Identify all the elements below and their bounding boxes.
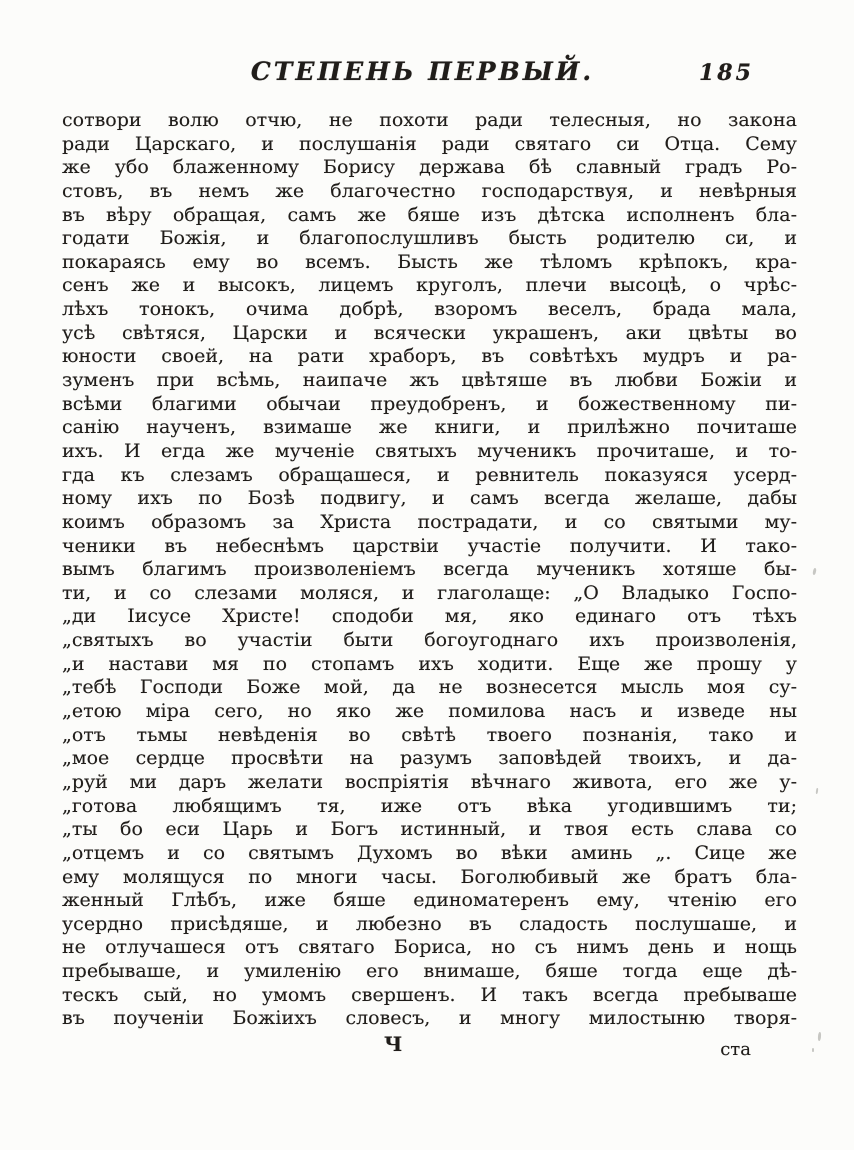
text-line: сенъ же и высокъ, лицемъ круголъ, плечи высоцѣ, о чрѣс- <box>62 274 797 297</box>
text-line: усердно присѣдяше, и любезно въ сладость послушаше, и <box>62 912 797 935</box>
text-line: юности своей, на рати храборъ, въ совѣтѣхъ мудръ и ра- <box>62 345 797 368</box>
text-line: ему молящуся по многи часы. Боголюбивый же братъ бла- <box>62 865 797 888</box>
text-line: въ поученіи Божіихъ словесъ, и многу милостыню творя- <box>62 1007 797 1030</box>
text-line: коимъ образомъ за Христа пострадати, и со святыми му- <box>62 510 797 533</box>
text-line: „мое сердце просвѣти на разумъ заповѣдей твоихъ, и да- <box>62 747 797 770</box>
text-line: ихъ. И егда же мученіе святыхъ мученикъ прочиташе, и то- <box>62 439 797 462</box>
text-line: въ вѣру обращая, самъ же бяше изъ дѣтска исполненъ бла- <box>62 203 797 226</box>
signature-mark: Ч <box>384 1032 403 1056</box>
text-line: „тебѣ Господи Боже мой, да не вознесется мысль моя су- <box>62 676 797 699</box>
text-line: покараясь ему во всемъ. Бысть же тѣломъ крѣпокъ, кра- <box>62 250 797 273</box>
text-line: санію наученъ, взимаше же книги, и прилѣжно почиташе <box>62 416 797 439</box>
scan-speck <box>812 568 816 575</box>
text-line: лѣхъ тонокъ, очима добрѣ, взоромъ веселъ, брада мала, <box>62 298 797 321</box>
text-line: ченики въ небеснѣмъ царствіи участіе получити. И тако- <box>62 534 797 557</box>
body-text <box>62 109 797 1031</box>
text-line: „ты бо еси Царь и Богъ истинный, и твоя есть слава со <box>62 818 797 841</box>
text-line: сотвори волю отчю, не похоти ради телесныя, но закона <box>62 109 797 131</box>
text-line: ти, и со слезами моляся, и глаголаще: „О Владыко Госпо- <box>62 581 797 604</box>
page-footer <box>62 1032 797 1066</box>
text-line: гда къ слезамъ обращашеся, и ревнитель показуяся усерд- <box>62 463 797 486</box>
scan-speck <box>818 1032 822 1041</box>
text-line: стовъ, въ немъ же благочестно господарствуя, и невѣрныя <box>62 179 797 202</box>
text-line: тескъ сый, но умомъ свершенъ. И такъ всегда пребываше <box>62 983 797 1006</box>
text-line: женный Глѣбъ, иже бяше единоматеренъ ему, чтенію его <box>62 889 797 912</box>
text-line: вымъ благимъ произволеніемъ всегда мученикъ хотяше бы- <box>62 558 797 581</box>
text-line: зуменъ при всѣмь, наипаче жъ цвѣтяше въ любви Божіи и <box>62 369 797 392</box>
text-line: „отъ тьмы невѣденія во свѣтѣ твоего познанія, тако и <box>62 723 797 746</box>
text-line: „святыхъ во участіи быти богоугоднаго ихъ произволенія, <box>62 629 797 652</box>
text-line: ному ихъ по Бозѣ подвигу, и самъ всегда желаше, дабы <box>62 487 797 510</box>
page-number: 185 <box>699 60 754 86</box>
text-line: „ди Іисусе Христе! сподоби мя, яко единаго отъ тѣхъ <box>62 605 797 628</box>
text-line: ради Царскаго, и послушанія ради святаго си Отца. Сему <box>62 132 797 155</box>
text-line: же убо блаженному Борису держава бѣ славный градъ Ро- <box>62 156 797 179</box>
scan-speck <box>812 1048 814 1052</box>
scan-speck <box>816 788 819 794</box>
catchword: ста <box>720 1039 751 1060</box>
text-line: „етою міра сего, но яко же помилова насъ и изведе ны <box>62 700 797 723</box>
running-title: СТЕПЕНЬ ПЕРВЫЙ. <box>250 57 595 86</box>
text-line: годати Божія, и благопослушливъ бысть родителю си, и <box>62 227 797 250</box>
text-line: не отлучашеся отъ святаго Бориса, но съ нимъ день и нощь <box>62 936 797 959</box>
text-line: пребываше, и умиленію его внимаше, бяше тогда еще дѣ- <box>62 960 797 983</box>
text-line: „и настави мя по стопамъ ихъ ходити. Еще же прошу у <box>62 652 797 675</box>
text-line: усѣ свѣтяся, Царски и всячески украшенъ, аки цвѣты во <box>62 321 797 344</box>
text-line: „отцемъ и со святымъ Духомъ во вѣки аминь „. Сице же <box>62 841 797 864</box>
text-line: „руй ми даръ желати воспріятія вѣчнаго живота, его же у- <box>62 770 797 793</box>
text-line: „готова любящимъ тя, иже отъ вѣка угодившимъ ти; <box>62 794 797 817</box>
text-line: всѣми благими обычаи преудобренъ, и божественному пи- <box>62 392 797 415</box>
